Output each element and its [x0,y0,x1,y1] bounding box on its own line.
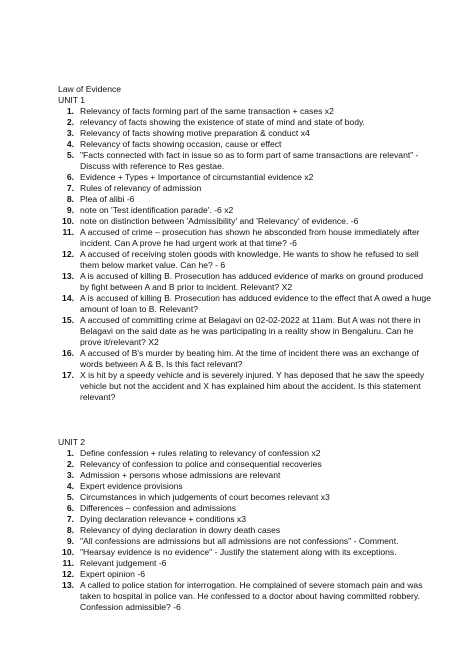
item-number: 5. [66,492,74,502]
item-number: 7. [66,514,74,524]
item-number: 13. [62,580,74,590]
unit-1-question-list [58,106,434,403]
item-number: 12. [62,249,74,259]
item-text: A accused of committing crime at Belagavi on 02-02-2022 at 11am. But A was not there in Belagavi on the said date as he was participating in a reality show in Bengaluru. Can he prove it/relevant? X2 [80,315,421,347]
item-number: 15. [62,315,74,325]
list-item [58,172,434,183]
item-text: Circumstances in which judgements of court becomes relevant x3 [80,492,330,502]
item-number: 2. [66,459,74,469]
list-item [58,216,434,227]
item-number: 11. [62,558,74,568]
item-text: Relevancy of facts showing motive preparation & conduct x4 [80,128,310,138]
list-item [58,448,434,459]
document-title: Law of Evidence [58,84,122,94]
item-number: 13. [62,271,74,281]
list-item [58,547,434,558]
item-number: 11. [62,227,74,237]
list-item [58,205,434,216]
item-number: 3. [66,128,74,138]
item-number: 6. [66,503,74,513]
item-number: 6. [66,172,74,182]
item-text: X is hit by a speedy vehicle and is severely injured. Y has deposed that he saw the speedy vehicle but not the accident and X has explained him about the accident. Is this statement relevant? [80,370,425,402]
item-text: relevancy of facts showing the existence of state of mind and state of body. [80,117,366,127]
item-number: 8. [66,525,74,535]
item-text: A accused of crime – prosecution has shown he absconded from house immediately after incident. Can A prove he had urgent work at that time? -6 [80,227,420,248]
unit-1-section [58,95,434,403]
list-item [58,348,434,370]
item-text: A is accused of killing B. Prosecution has adduced evidence of marks on ground produced by fight between A and B prior to incident. Relevant? X2 [80,271,424,292]
item-number: 3. [66,470,74,480]
item-text: Admission + persons whose admissions are relevant [80,470,281,480]
list-item [58,183,434,194]
item-number: 4. [66,139,74,149]
item-number: 9. [66,536,74,546]
item-text: Rules of relevancy of admission [80,183,202,193]
item-number: 1. [66,448,74,458]
list-item [58,459,434,470]
item-number: 1. [66,106,74,116]
item-text: A accused of receiving stolen goods with knowledge. He wants to show he refused to sell them below market value. Can he? - 6 [80,249,419,270]
list-item [58,293,434,315]
unit-2-question-list [58,448,434,613]
list-item [58,536,434,547]
list-item [58,558,434,569]
list-item [58,139,434,150]
item-text: Relevant judgement -6 [80,558,167,568]
unit-2-heading: UNIT 2 [58,437,86,447]
list-item [58,580,434,613]
list-item [58,249,434,271]
item-text: Differences – confession and admissions [80,503,237,513]
item-number: 5. [66,150,74,160]
list-item [58,227,434,249]
item-text: note on distinction between 'Admissibility' and 'Relevancy' of evidence. -6 [80,216,359,226]
list-item [58,569,434,580]
list-item [58,525,434,536]
item-number: 2. [66,117,74,127]
item-number: 9. [66,205,74,215]
list-item [58,470,434,481]
list-item [58,128,434,139]
item-text: Dying declaration relevance + conditions x3 [80,514,247,524]
item-text: "All confessions are admissions but all admissions are not confessions" - Comment. [80,536,399,546]
list-item [58,492,434,503]
item-number: 17. [62,370,74,380]
item-number: 12. [62,569,74,579]
item-number: 7. [66,183,74,193]
item-text: Relevancy of facts forming part of the same transaction + cases x2 [80,106,334,116]
item-text: Plea of alibi -6 [80,194,135,204]
list-item [58,271,434,293]
list-item [58,481,434,492]
list-item [58,503,434,514]
item-text: Relevancy of confession to police and consequential recoveries [80,459,322,469]
list-item [58,370,434,403]
item-text: Relevancy of facts showing occasion, cause or effect [80,139,282,149]
item-number: 16. [62,348,74,358]
item-number: 8. [66,194,74,204]
list-item [58,150,434,172]
list-item [58,106,434,117]
item-number: 10. [62,216,74,226]
unit-1-heading: UNIT 1 [58,95,86,105]
item-text: Expert opinion -6 [80,569,145,579]
list-item [58,117,434,128]
list-item [58,315,434,348]
item-text: A accused of B's murder by beating him. At the time of incident there was an exchange of words between A & B. Is this fact relevant? [80,348,419,369]
list-item [58,194,434,205]
item-text: A is accused of killing B. Prosecution has adduced evidence to the effect that A owed a huge amount of loan to B. Relevant? [80,293,431,314]
item-text: note on 'Test identification parade'. -6 x2 [80,205,234,215]
item-text: Define confession + rules relating to relevancy of confession x2 [80,448,321,458]
item-text: Expert evidence provisions [80,481,183,491]
list-item [58,514,434,525]
item-text: A called to police station for interrogation. He complained of severe stomach pain and was taken to hospital in police van. He confessed to a doctor about having committed robbery. Confession admissible? -6 [80,580,423,612]
item-number: 10. [62,547,74,557]
item-text: Relevancy of dying declaration in dowry death cases [80,525,281,535]
unit-2-section [58,437,434,613]
item-text: "Facts connected with fact in issue so as to form part of same transactions are relevant" - Discuss with reference to Res gestae. [80,150,419,171]
item-text: "Hearsay evidence is no evidence" - Justify the statement along with its exceptions. [80,547,397,557]
item-number: 14. [62,293,74,303]
item-number: 4. [66,481,74,491]
item-text: Evidence + Types + Importance of circumstantial evidence x2 [80,172,314,182]
